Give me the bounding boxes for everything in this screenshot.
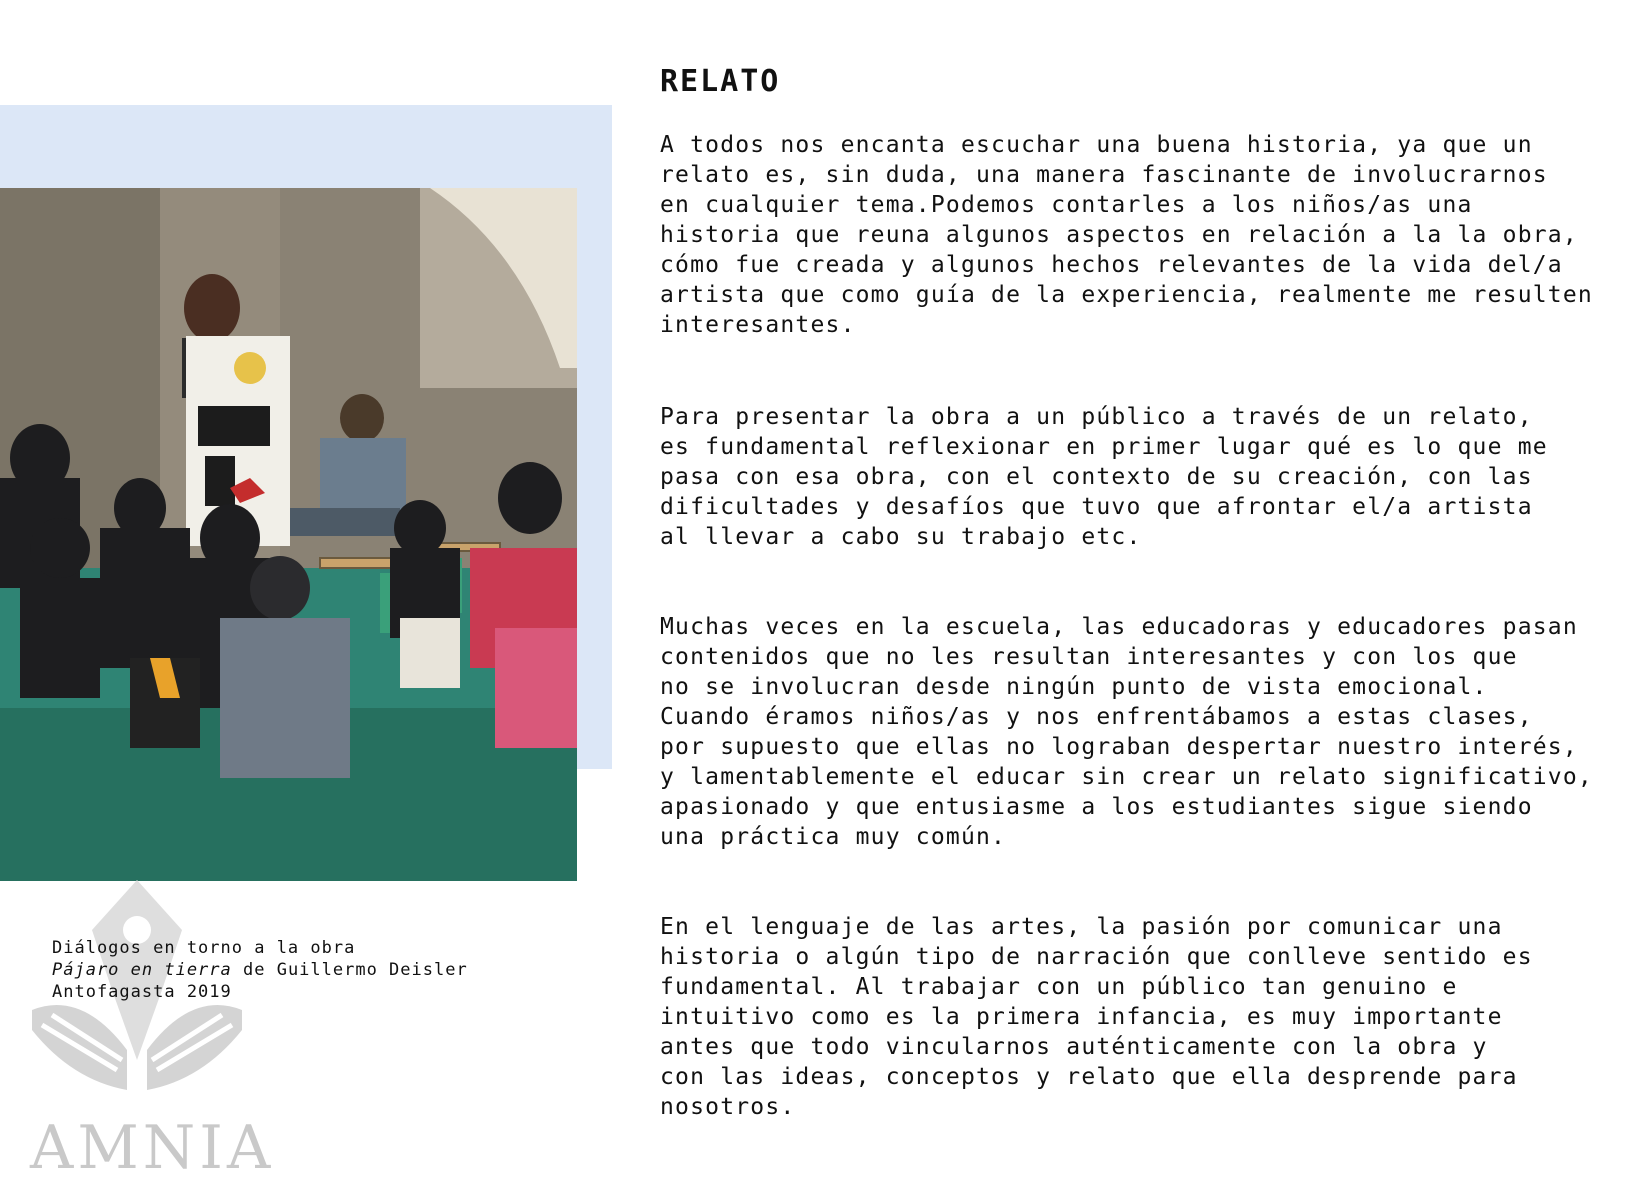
- paragraph-4: En el lenguaje de las artes, la pasión por comunicar una historia o algún tipo de narración que conlleve sentido es fundamental. Al trabajar con un público tan genuino e intuitivo como es la primera infancia, es muy importante antes que todo vincularnos auténticamente con la obra y con las ideas, conceptos y relato que ella desprende para nosotros.: [660, 914, 1533, 1120]
- caption-artist: de Guillermo Deisler: [231, 960, 468, 980]
- paragraph-1: A todos nos encanta escuchar una buena historia, ya que un relato es, sin duda, una manera fascinante de involucrarnos en cualquier tema.Podemos contarles a los niños/as una historia que reuna algunos aspectos en relación a la la obra, cómo fue creada y algunos hechos relevantes de la vida del/a artista que como guía de la experiencia, realmente me resulten interesantes.: [660, 132, 1593, 338]
- photo-caption: [52, 937, 468, 1003]
- classroom-storytelling-photo: [0, 188, 577, 881]
- caption-line-1: Diálogos en torno a la obra: [52, 938, 356, 958]
- amnia-logo-wordmark: AMNIA: [30, 1113, 275, 1183]
- caption-line-2: [52, 959, 468, 981]
- caption-artwork-title: Pájaro en tierra: [52, 960, 232, 980]
- page-title: RELATO: [660, 64, 781, 99]
- paragraph-2: Para presentar la obra a un público a través de un relato, es fundamental reflexionar en primer lugar qué es lo que me pasa con esa obra, con el contexto de su creación, con las dificultades y desafíos que tuvo que afrontar el/a artista al llevar a cabo su trabajo etc.: [660, 404, 1548, 550]
- caption-line-3: Antofagasta 2019: [52, 982, 232, 1002]
- paragraph-3: Muchas veces en la escuela, las educadoras y educadores pasan contenidos que no les resultan interesantes y con los que no se involucran desde ningún punto de vista emocional. Cuando éramos niños/as y nos enfrentábamos a estas clases, por supuesto que ellas no lograban despertar nuestro interés, y lamentablemente el educar sin crear un relato significativo, apasionado y que entusiasme a los estudiantes sigue siendo una práctica muy común.: [660, 614, 1593, 850]
